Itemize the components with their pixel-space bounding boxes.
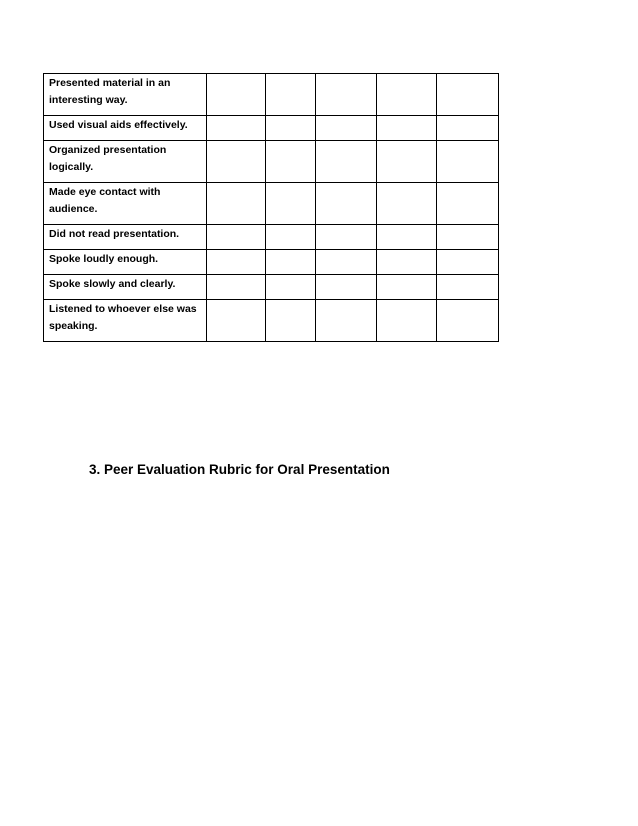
score-cell (377, 74, 437, 116)
criterion-label: Used visual aids effectively. (44, 116, 207, 141)
criterion-label: Presented material in an interesting way. (44, 74, 207, 116)
score-cell (207, 250, 266, 275)
score-cell (207, 275, 266, 300)
criterion-label: Made eye contact with audience. (44, 183, 207, 225)
score-cell (207, 116, 266, 141)
criterion-label: Did not read presentation. (44, 225, 207, 250)
rubric-table-body (44, 74, 499, 342)
score-cell (437, 300, 499, 342)
score-cell (377, 275, 437, 300)
score-cell (377, 141, 437, 183)
score-cell (266, 300, 316, 342)
score-cell (207, 74, 266, 116)
rubric-row (44, 116, 499, 141)
score-cell (316, 250, 377, 275)
score-cell (266, 74, 316, 116)
score-cell (377, 183, 437, 225)
section-heading: 3. Peer Evaluation Rubric for Oral Presentation (89, 462, 390, 477)
score-cell (316, 116, 377, 141)
score-cell (377, 116, 437, 141)
rubric-row (44, 74, 499, 116)
rubric-row (44, 275, 499, 300)
rubric-row (44, 183, 499, 225)
score-cell (437, 141, 499, 183)
score-cell (437, 250, 499, 275)
score-cell (316, 225, 377, 250)
score-cell (437, 275, 499, 300)
score-cell (316, 275, 377, 300)
rubric-row (44, 300, 499, 342)
criterion-label: Listened to whoever else was speaking. (44, 300, 207, 342)
score-cell (316, 183, 377, 225)
criterion-label: Spoke slowly and clearly. (44, 275, 207, 300)
score-cell (266, 141, 316, 183)
criterion-label: Spoke loudly enough. (44, 250, 207, 275)
score-cell (316, 300, 377, 342)
rubric-table (43, 73, 499, 342)
rubric-row (44, 250, 499, 275)
score-cell (437, 116, 499, 141)
score-cell (377, 300, 437, 342)
score-cell (266, 275, 316, 300)
score-cell (316, 74, 377, 116)
score-cell (266, 116, 316, 141)
score-cell (207, 183, 266, 225)
rubric-row (44, 141, 499, 183)
criterion-label: Organized presentation logically. (44, 141, 207, 183)
score-cell (377, 225, 437, 250)
score-cell (437, 183, 499, 225)
score-cell (207, 141, 266, 183)
score-cell (207, 300, 266, 342)
score-cell (377, 250, 437, 275)
score-cell (266, 183, 316, 225)
score-cell (437, 225, 499, 250)
score-cell (266, 250, 316, 275)
score-cell (207, 225, 266, 250)
score-cell (266, 225, 316, 250)
score-cell (437, 74, 499, 116)
rubric-row (44, 225, 499, 250)
score-cell (316, 141, 377, 183)
